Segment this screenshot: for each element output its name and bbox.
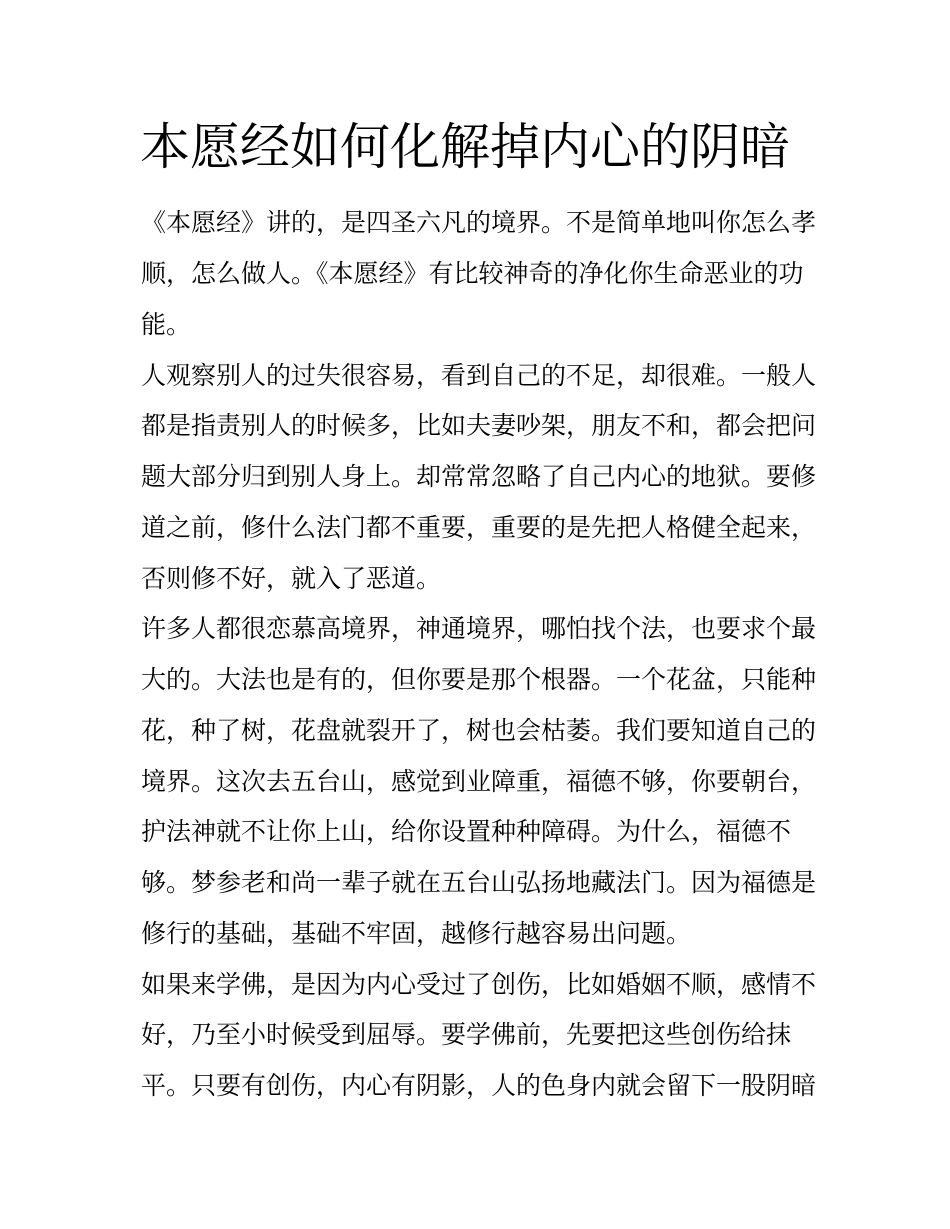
text-line: 否则修不好，就入了恶道。 (141, 564, 442, 593)
text-line: 花，种了树，花盘就裂开了，树也会枯萎。我们要知道自己的 (141, 716, 817, 745)
text-line: 如果来学佛，是因为内心受过了创伤，比如婚姻不顺，感情不 (141, 970, 817, 999)
text-line: 大的。大法也是有的，但你要是那个根器。一个花盆，只能种 (141, 665, 817, 694)
text-line: 都是指责别人的时候多，比如夫妻吵架，朋友不和，都会把问 (141, 411, 817, 440)
text-line: 许多人都很恋慕高境界，神通境界，哪怕找个法，也要求个最 (141, 614, 817, 643)
text-line: 能。 (141, 310, 192, 339)
text-line: 顺，怎么做人。《本愿经》有比较神奇的净化你生命恶业的功 (141, 259, 804, 288)
text-line: 平。只要有创伤，内心有阴影，人的色身内就会留下一股阴暗 (141, 1071, 817, 1100)
text-line: 修行的基础，基础不牢固，越修行越容易出问题。 (141, 919, 692, 948)
document-title: 本愿经如何化解掉内心的阴暗 (140, 118, 790, 176)
text-line: 好，乃至小时候受到屈辱。要学佛前，先要把这些创伤给抹 (141, 1020, 792, 1049)
text-line: 人观察别人的过失很容易，看到自己的不足，却很难。一般人 (141, 361, 817, 390)
text-line: 够。梦参老和尚一辈子就在五台山弘扬地藏法门。因为福德是 (141, 868, 817, 897)
text-line: 境界。这次去五台山，感觉到业障重，福德不够，你要朝台， (141, 767, 817, 796)
text-line: 道之前，修什么法门都不重要，重要的是先把人格健全起来， (141, 513, 817, 542)
text-line: 题大部分归到别人身上。却常常忽略了自己内心的地狱。要修 (141, 462, 817, 491)
text-line: 《本愿经》讲的，是四圣六凡的境界。不是简单地叫你怎么孝 (141, 208, 817, 237)
text-line: 护法神就不让你上山，给你设置种种障碍。为什么，福德不 (141, 817, 792, 846)
